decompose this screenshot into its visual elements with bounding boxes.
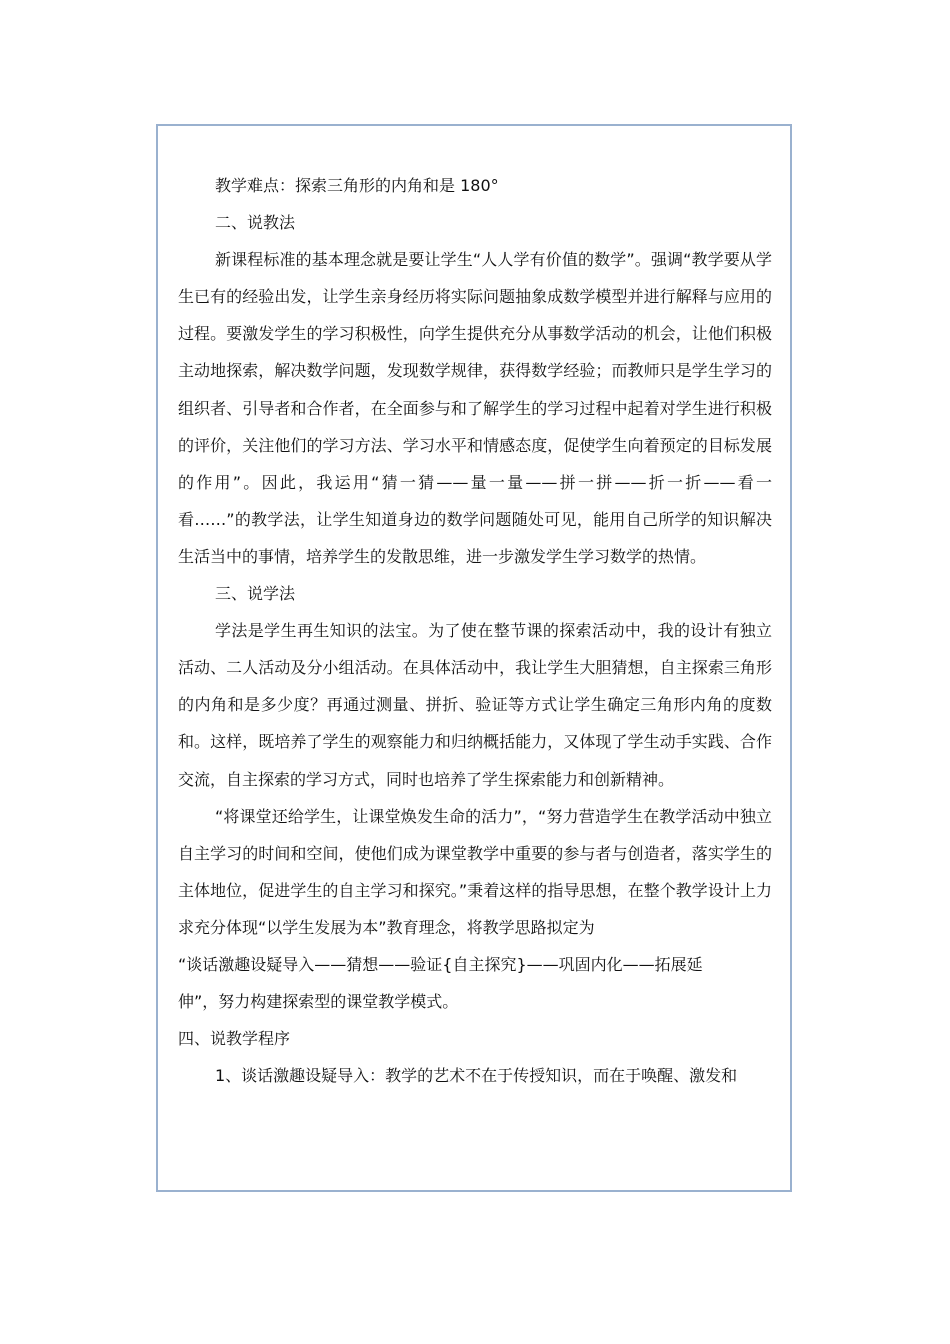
teaching-difficulty-line: 教学难点：探索三角形的内角和是 180°: [215, 176, 499, 195]
paragraph-learning-method: 学法是学生再生知识的法宝。为了使在整节课的探索活动中，我的设计有独立活动、二人活动及分小组活动。在具体活动中，我让学生大胆猜想，自主探索三角形的内角和是多少度？再通过测量、拼折、验证等方式让学生确定三角形内角的度数和。这样，既培养了学生的观察能力和归纳概括能力，又体现了学生动手实践、合作交流，自主探索的学习方式，同时也培养了学生探索能力和创新精神。: [178, 621, 772, 789]
paragraph-guiding-idea-line: “谈话激趣设疑导入——猜想——验证{自主探究}——巩固内化——拓展延: [178, 954, 703, 974]
paragraph-teaching-method: 新课程标准的基本理念就是要让学生“人人学有价值的数学”。强调“教学要从学生已有的经验出发，让学生亲身经历将实际问题抽象成数学模型并进行解释与应用的过程。要激发学生的学习积极性，向学生提供充分从事数学活动的机会，让他们积极主动地探索，解决数学问题，发现数学规律，获得数学经验；而教师只是学生学习的组织者、引导者和合作者，在全面参与和了解学生的学习过程中起着对学生进行积极的评价，关注他们的学习方法、学习水平和情感态度，促使学生向着预定的目标发展的作用”。因此，我运用“猜一猜——量一量——拼一拼——折一折——看一看……”的教学法，让学生知道身边的数学问题随处可见，能用自己所学的知识解决生活当中的事情，培养学生的发散思维，进一步激发学生学习数学的热情。: [178, 250, 772, 566]
document-body: [178, 167, 772, 1094]
section-heading-teaching-procedure: 四、说教学程序: [178, 1029, 291, 1049]
paragraph-guiding-idea-end: 伸”，努力构建探索型的课堂教学模式。: [178, 992, 459, 1012]
paragraph-guiding-idea: “将课堂还给学生，让课堂焕发生命的活力”，“努力营造学生在教学活动中独立自主学习的时间和空间，使他们成为课堂教学中重要的参与者与创造者，落实学生的主体地位，促进学生的自主学习和探究。”秉着这样的指导思想，在整个教学设计上力求充分体现“以学生发展为本”教育理念，将教学思路拟定为: [178, 806, 772, 937]
step-1-line: 1、谈话激趣设疑导入：教学的艺术不在于传授知识，而在于唤醒、激发和: [215, 1066, 738, 1086]
section-heading-teaching-method: 二、说教法: [215, 213, 296, 233]
section-heading-learning-method: 三、说学法: [215, 584, 296, 604]
